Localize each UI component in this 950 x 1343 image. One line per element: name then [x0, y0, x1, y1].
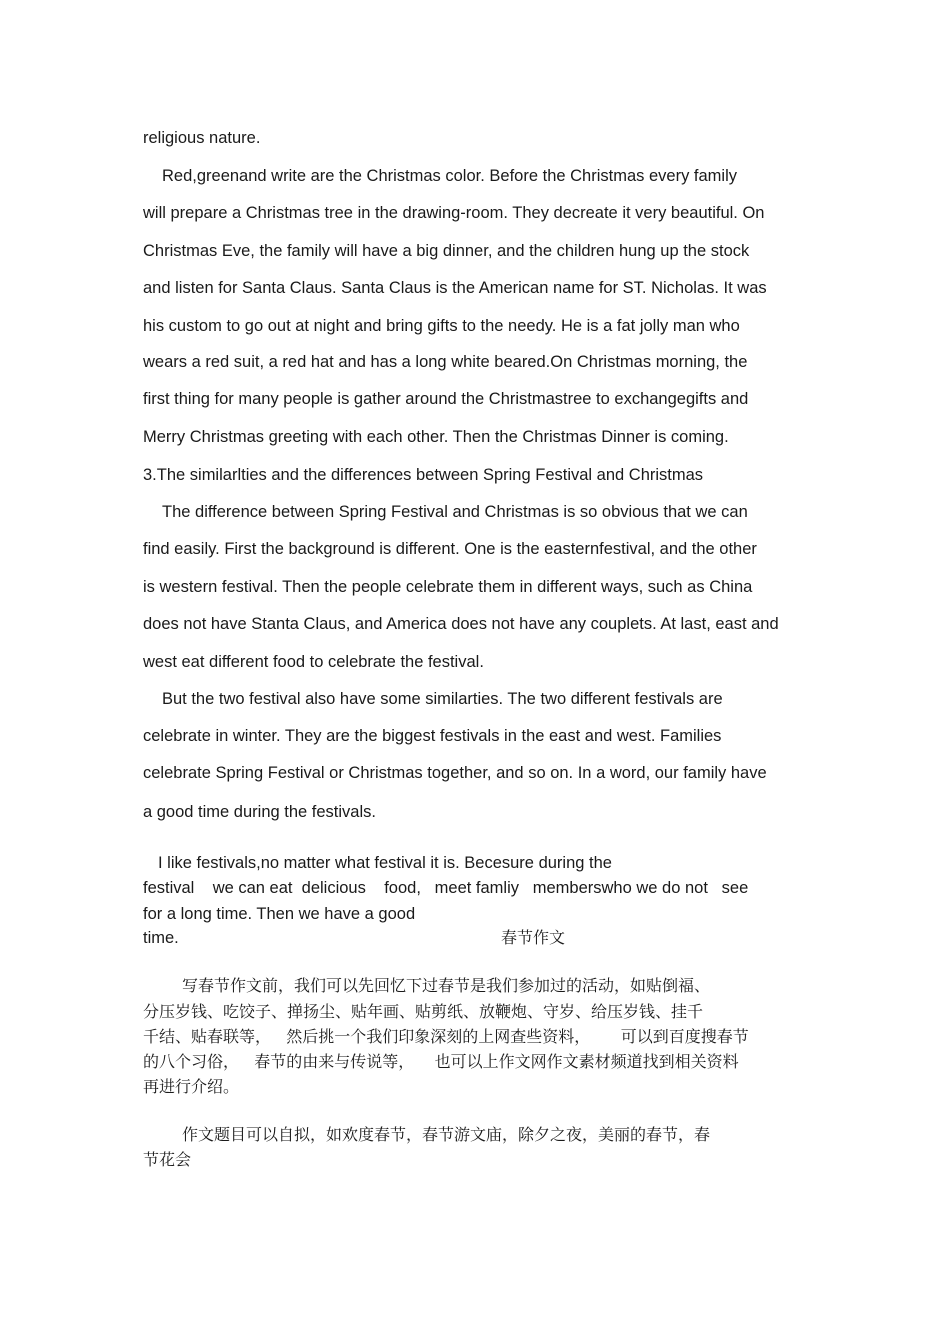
text-line: and listen for Santa Claus. Santa Claus is the American name for ST. Nicholas. It was [143, 279, 767, 297]
text-line: But the two festival also have some similarties. The two different festivals are [162, 690, 723, 708]
cn-text-line: 千结、贴春联等， 然后挑一个我们印象深刻的上网查些资料， 可以到百度搜春节 [143, 1027, 749, 1046]
cn-text-line: 作文题目可以自拟，如欢度春节，春节游文庙，除夕之夜，美丽的春节，春 [182, 1125, 711, 1144]
text-line: Merry Christmas greeting with each other. Then the Christmas Dinner is coming. [143, 428, 729, 446]
text-line: find easily. First the background is different. One is the easternfestival, and the other [143, 540, 757, 558]
text-line: for a long time. Then we have a good [143, 905, 416, 923]
text-line: will prepare a Christmas tree in the drawing-room. They decreate it very beautiful. On [143, 204, 765, 222]
cn-text-line: 的八个习俗， 春节的由来与传说等， 也可以上作文网作文素材频道找到相关资料 [143, 1052, 739, 1071]
text-line: his custom to go out at night and bring gifts to the needy. He is a fat jolly man who [143, 317, 740, 335]
text-line: is western festival. Then the people celebrate them in different ways, such as China [143, 578, 753, 596]
text-line: I like festivals,no matter what festival it is. Becesure during the [158, 854, 612, 872]
cn-text-line: 再进行介绍。 [143, 1077, 240, 1096]
section-heading: 3.The similarlties and the differences between Spring Festival and Christmas [143, 466, 704, 484]
cn-text-line: 分压岁钱、吃饺子、掸扬尘、贴年画、贴剪纸、放鞭炮、守岁、给压岁钱、挂千 [143, 1002, 704, 1021]
text-line: time. [143, 929, 179, 947]
text-line: a good time during the festivals. [143, 803, 376, 821]
text-line: celebrate in winter. They are the biggest festivals in the east and west. Families [143, 727, 722, 745]
text-line: first thing for many people is gather around the Christmastree to exchangegifts and [143, 390, 749, 408]
text-line: religious nature. [143, 129, 261, 147]
text-line: Red,greenand write are the Christmas color. Before the Christmas every family [162, 167, 737, 185]
text-line: wears a red suit, a red hat and has a long white beared.On Christmas morning, the [143, 353, 748, 371]
text-line: does not have Stanta Claus, and America does not have any couplets. At last, east and [143, 615, 779, 633]
text-line: west eat different food to celebrate the festival. [143, 653, 484, 671]
cn-text-line: 节花会 [143, 1150, 192, 1169]
text-line: Christmas Eve, the family will have a big dinner, and the children hung up the stock [143, 242, 750, 260]
essay-title: 春节作文 [501, 928, 566, 947]
text-line: The difference between Spring Festival and Christmas is so obvious that we can [162, 503, 748, 521]
cn-text-line: 写春节作文前，我们可以先回忆下过春节是我们参加过的活动，如贴倒福、 [182, 976, 711, 995]
text-line: celebrate Spring Festival or Christmas together, and so on. In a word, our family have [143, 764, 767, 782]
text-line: festival we can eat delicious food, meet famliy memberswho we do not see [143, 879, 749, 897]
